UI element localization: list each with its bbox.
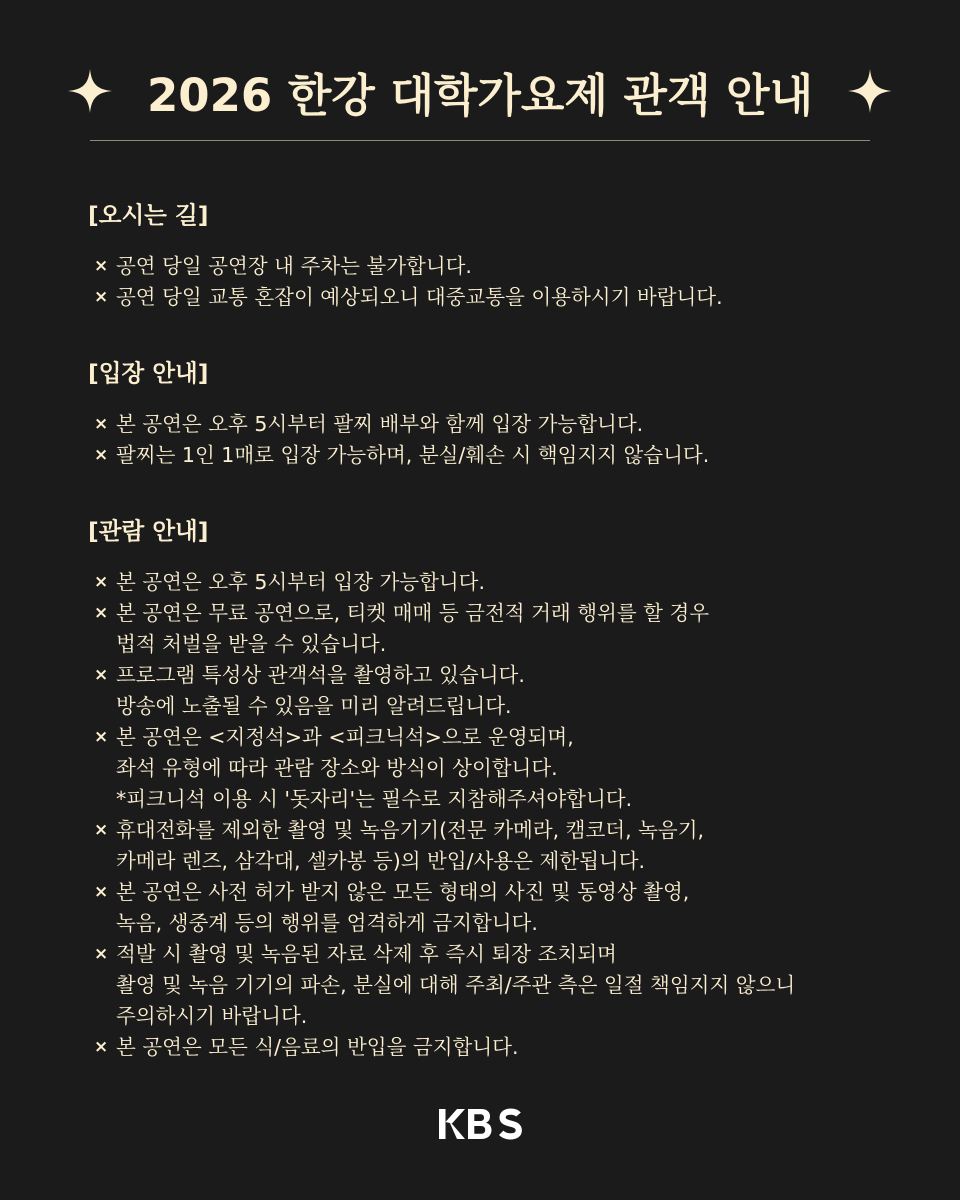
kbs-logo [438, 1108, 522, 1140]
x-bullet-icon: × [94, 603, 109, 623]
x-bullet-icon: × [94, 727, 109, 747]
list-item [94, 251, 908, 282]
list-item [94, 722, 908, 815]
list-item-text: 본 공연은 <지정석>과 <피크닉석>으로 운영되며, 좌석 유형에 따라 관람 장소와 방식이 상이합니다. *피크니석 이용 시 '돗자리'는 필수로 지참해주셔야합니다. [116, 725, 633, 811]
x-bullet-icon: × [94, 944, 109, 964]
item-list [88, 251, 908, 313]
page-title: 2026 한강 대학가요제 관객 안내 [146, 68, 814, 122]
list-item [94, 440, 908, 471]
x-bullet-icon: × [94, 882, 109, 902]
list-item-text: 본 공연은 사전 허가 받지 않은 모든 형태의 사진 및 동영상 촬영, 녹음, 생중계 등의 행위를 엄격하게 금지합니다. [116, 880, 690, 935]
list-item-text: 본 공연은 오후 5시부터 팔찌 배부와 함께 입장 가능합니다. [116, 412, 644, 436]
x-bullet-icon: × [94, 1037, 109, 1057]
section-heading: [입장 안내] [88, 359, 209, 387]
list-item-text: 공연 당일 공연장 내 주차는 불가합니다. [116, 254, 472, 278]
sparkle-icon [847, 68, 893, 114]
x-bullet-icon: × [94, 287, 109, 307]
x-bullet-icon: × [94, 256, 109, 276]
list-item-text: 본 공연은 무료 공연으로, 티켓 매매 등 금전적 거래 행위를 할 경우 법적 처벌을 받을 수 있습니다. [116, 601, 710, 656]
list-item-text: 휴대전화를 제외한 촬영 및 녹음기기(전문 카메라, 캠코더, 녹음기, 카메라 렌즈, 삼각대, 셀카봉 등)의 반입/사용은 제한됩니다. [116, 818, 705, 873]
x-bullet-icon: × [94, 820, 109, 840]
list-item [94, 877, 908, 939]
list-item-text: 적발 시 촬영 및 녹음된 자료 삭제 후 즉시 퇴장 조치되며 촬영 및 녹음 기기의 파손, 분실에 대해 주최/주관 측은 일절 책임지지 않으니 주의하시기 바랍니다. [116, 942, 796, 1028]
section-heading: [오시는 길] [88, 201, 209, 229]
list-item [94, 660, 908, 722]
notice-content [88, 193, 908, 1063]
title-divider [90, 140, 870, 141]
list-item [94, 1032, 908, 1063]
list-item [94, 939, 908, 1032]
x-bullet-icon: × [94, 665, 109, 685]
list-item [94, 282, 908, 313]
list-item [94, 567, 908, 598]
list-item-text: 프로그램 특성상 관객석을 촬영하고 있습니다. 방송에 노출될 수 있음을 미리 알려드립니다. [116, 663, 525, 718]
list-item-text: 공연 당일 교통 혼잡이 예상되오니 대중교통을 이용하시기 바랍니다. [116, 285, 723, 309]
list-item-text: 본 공연은 모든 식/음료의 반입을 금지합니다. [116, 1035, 519, 1059]
sparkle-icon [67, 68, 113, 114]
x-bullet-icon: × [94, 445, 109, 465]
item-list [88, 409, 908, 471]
list-item-text: 팔찌는 1인 1매로 입장 가능하며, 분실/훼손 시 핵임지지 않습니다. [116, 443, 710, 467]
item-list [88, 567, 908, 1063]
x-bullet-icon: × [94, 414, 109, 434]
title-row [0, 52, 960, 130]
section-heading: [관람 안내] [88, 517, 209, 545]
list-item-text: 본 공연은 오후 5시부터 입장 가능합니다. [116, 570, 485, 594]
list-item [94, 409, 908, 440]
list-item [94, 815, 908, 877]
section-entry [88, 351, 908, 471]
x-bullet-icon: × [94, 572, 109, 592]
section-directions [88, 193, 908, 313]
section-viewing [88, 509, 908, 1063]
list-item [94, 598, 908, 660]
